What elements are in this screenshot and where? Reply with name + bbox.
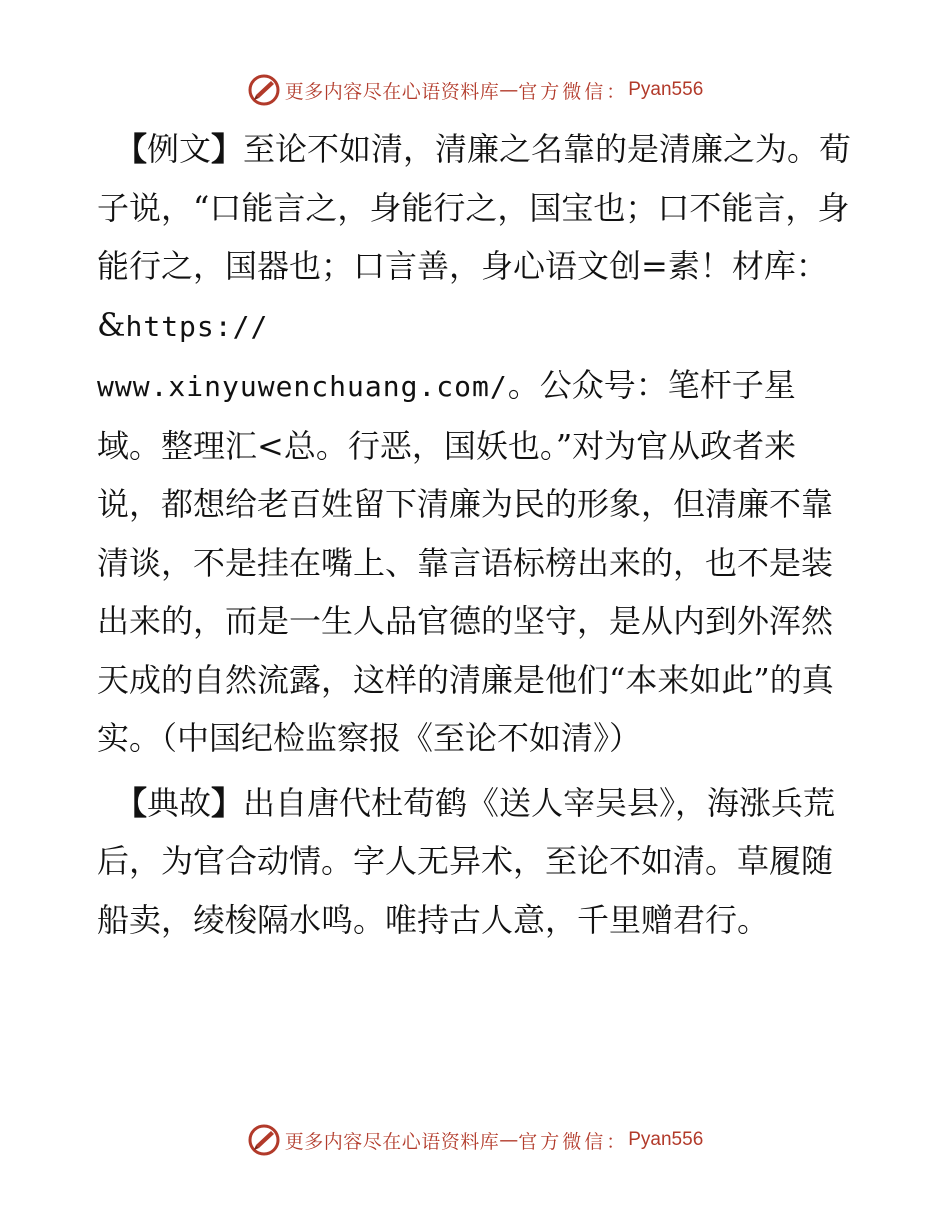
- header-banner: [0, 70, 950, 110]
- example-bracket-open: 【: [115, 130, 148, 168]
- allusion-label: 典故: [147, 783, 212, 822]
- example-text-1: 至论不如清，清廉之名靠的是清廉之为。荀子说，“口能言之，身能行之，国宝也；口不能言，身能行之，国器也；口言善，身心语文创=素！材库：&: [97, 130, 852, 344]
- allusion-paragraph: [97, 774, 857, 950]
- brand-text: 更多内容尽在心语资料库: [284, 1130, 500, 1153]
- logo-icon: [247, 73, 281, 107]
- logo-icon: [247, 1123, 281, 1157]
- wechat-id: Pyan556: [628, 1129, 704, 1150]
- example-paragraph: [97, 120, 857, 768]
- banner-separator: —: [499, 1129, 519, 1151]
- wechat-label: 官方微信：: [518, 1130, 629, 1153]
- example-url-1: https://: [125, 309, 269, 343]
- wechat-label: 官方微信：: [518, 80, 629, 103]
- example-text-2: 。公众号：笔杆子星域。整理汇<总。行恶，国妖也。”对为官从政者来说，都想给老百姓留下清廉为民的形象，但清廉不靠清谈，不是挂在嘴上、靠言语标榜出来的，也不是装出来的，而是一生人品官德的坚守，是从内到外浑然天成的自然流露，这样的清廉是他们“本来如此”的真实。（中国纪检监察报《至论不如清》）: [97, 366, 834, 757]
- banner-separator: —: [499, 79, 519, 101]
- wechat-id: Pyan556: [628, 79, 704, 100]
- allusion-bracket-close: 】: [211, 783, 244, 822]
- example-url-2: www.xinyuwenchuang.com/: [97, 370, 508, 403]
- example-label: 例文: [147, 130, 212, 168]
- example-bracket-close: 】: [211, 130, 244, 168]
- document-body: [97, 120, 857, 949]
- footer-banner: [0, 1120, 950, 1160]
- brand-text: 更多内容尽在心语资料库: [284, 80, 500, 103]
- allusion-text: 出自唐代杜荀鹤《送人宰吴县》，海涨兵荒后，为官合动情。字人无异术，至论不如清。草履随船卖，绫梭隔水鸣。唯持古人意，千里赠君行。: [97, 783, 836, 939]
- allusion-bracket-open: 【: [115, 783, 148, 822]
